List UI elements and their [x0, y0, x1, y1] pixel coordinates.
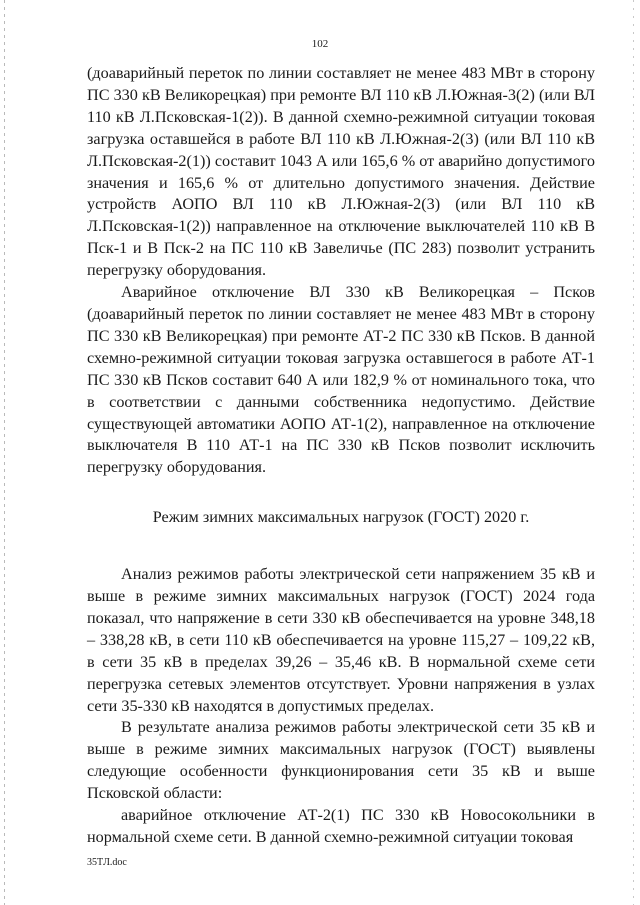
scan-edge-left: [4, 0, 5, 905]
paragraph-continuation: (доаварийный переток по линии составляет не менее 483 МВт в сторону ПС 330 кВ Великорецкая) при ремонте ВЛ 110 кВ Л.Южная-3(2) (или ВЛ 110 кВ Л.Псковская-1(2)). В данной схемно-режимной ситуации токовая загрузка оставшейся в работе ВЛ 110 кВ Л.Южная-2(3) (или ВЛ 110 кВ Л.Псковская-2(1)) составит 1043 А или 165,6 % от аварийно допустимого значения и 165,6 % от длительно допустимого значения. Действие устройств АОПО ВЛ 110 кВ Л.Южная-2(3) (или ВЛ 110 кВ Л.Псковская-1(2)) направленное на отключение выключателей 110 кВ В Пск-1 и В Пск-2 на ПС 110 кВ Завеличье (ПС 283) позволит устранить перегрузку оборудования.: [87, 64, 595, 280]
document-body: [87, 63, 595, 849]
file-name-footer: 35TЛ.doc: [87, 857, 127, 868]
page-number: 102: [311, 38, 329, 50]
paragraph-pskov-outage: Аварийное отключение ВЛ 330 кВ Великорецкая – Псков (доаварийный переток по линии составляет не менее 483 МВт в сторону ПС 330 кВ Великорецкая) при ремонте АТ-2 ПС 330 кВ Псков. В данной схемно-режимной ситуации токовая загрузка оставшегося в работе АТ-1 ПС 330 кВ Псков составит 640 А или 182,9 % от номинального тока, что в соответствии с данными собственника недопустимо. Действие существующей автоматики АОПО АТ-1(2), направленное на отключение выключателя В 110 АТ-1 на ПС 330 кВ Псков позволит исключить перегрузку оборудования.: [87, 283, 595, 477]
paragraph-analysis: Анализ режимов работы электрической сети напряжением 35 кВ и выше в режиме зимних максимальных нагрузок (ГОСТ) 2024 года показал, что напряжение в сети 330 кВ обеспечивается на уровне 348,18 – 338,28 кВ, в сети 110 кВ обеспечивается на уровне 115,27 – 109,22 кВ, в сети 35 кВ в пределах 39,26 – 35,46 кВ. В нормальной схеме сети перегрузка сетевых элементов отсутствует. Уровни напряжения в узлах сети 35-330 кВ находятся в допустимых пределах.: [87, 565, 595, 715]
section-heading: Режим зимних максимальных нагрузок (ГОСТ) 2020 г.: [152, 508, 530, 527]
scan-edge-right: [633, 0, 634, 905]
paragraph-novosokolniki: аварийное отключение АТ-2(1) ПС 330 кВ Новосокольники в нормальной схеме сети. В данной схемно-режимной ситуации токовая: [87, 806, 595, 846]
paragraph-findings: В результате анализа режимов работы электрической сети 35 кВ и выше в режиме зимних максимальных нагрузок (ГОСТ) выявлены следующие особенности функционирования сети 35 кВ и выше Псковской области:: [87, 718, 595, 803]
